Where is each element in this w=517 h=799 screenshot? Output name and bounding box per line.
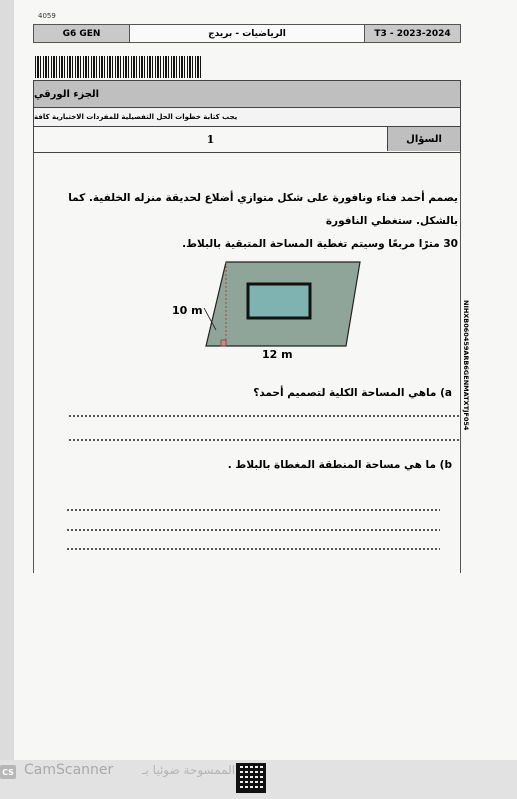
section-title: الجزء الورقي — [34, 81, 460, 108]
fountain-rectangle — [248, 284, 310, 318]
section-box — [33, 80, 461, 153]
answer-line-a2[interactable] — [68, 439, 460, 441]
problem-statement — [52, 187, 458, 256]
base-label: 12 m — [262, 348, 293, 361]
qr-code-icon — [236, 763, 266, 793]
question-b — [200, 459, 452, 471]
grade-cell: G6 GEN — [34, 25, 130, 42]
answer-line-b3[interactable] — [66, 548, 440, 550]
page-number: 4059 — [38, 12, 56, 20]
side-barcode-text: NIHXB060459ARB6GENMATXTJF054 — [462, 300, 470, 431]
problem-line-2: 30 مترًا مربعًا وسيتم تغطية المساحة المتبقية بالبلاط. — [182, 238, 458, 250]
section-instruction: يجب كتابة خطوات الحل التفصيلية للمفردات الاختبارية كافة — [34, 108, 460, 127]
camscanner-brand: CamScanner — [24, 762, 114, 778]
term-cell: T3 - 2023-2024 — [365, 25, 460, 42]
question-number: 1 — [34, 127, 388, 151]
question-b-text: ما هي مساحة المنطقة المغطاة بالبلاط . — [227, 459, 436, 471]
camscanner-logo-icon: CS — [0, 765, 16, 779]
scanned-by-text: الممسوحة ضوئيا بـ — [142, 763, 236, 777]
question-a — [200, 387, 452, 399]
exam-header — [33, 24, 461, 43]
problem-line-1: يصمم أحمد فناء ونافورة على شكل متوازي أضلاع لحديقة منزله الخلفية. كما بالشكل. ستغطي النافورة — [68, 192, 458, 227]
subject-cell: الرياضيات - بريدج — [130, 25, 365, 42]
question-a-label: a) — [440, 387, 452, 399]
answer-line-a1[interactable] — [68, 415, 460, 417]
answer-line-b2[interactable] — [66, 529, 440, 531]
height-label: 10 m — [172, 304, 203, 317]
question-b-label: b) — [439, 459, 452, 471]
question-a-text: ماهي المساحة الكلية لتصميم أحمد؟ — [253, 387, 437, 399]
parallelogram-figure — [168, 256, 368, 366]
barcode-image — [35, 56, 203, 78]
question-label: السؤال — [388, 127, 460, 151]
question-header-row — [34, 127, 460, 151]
answer-line-b1[interactable] — [66, 509, 440, 511]
